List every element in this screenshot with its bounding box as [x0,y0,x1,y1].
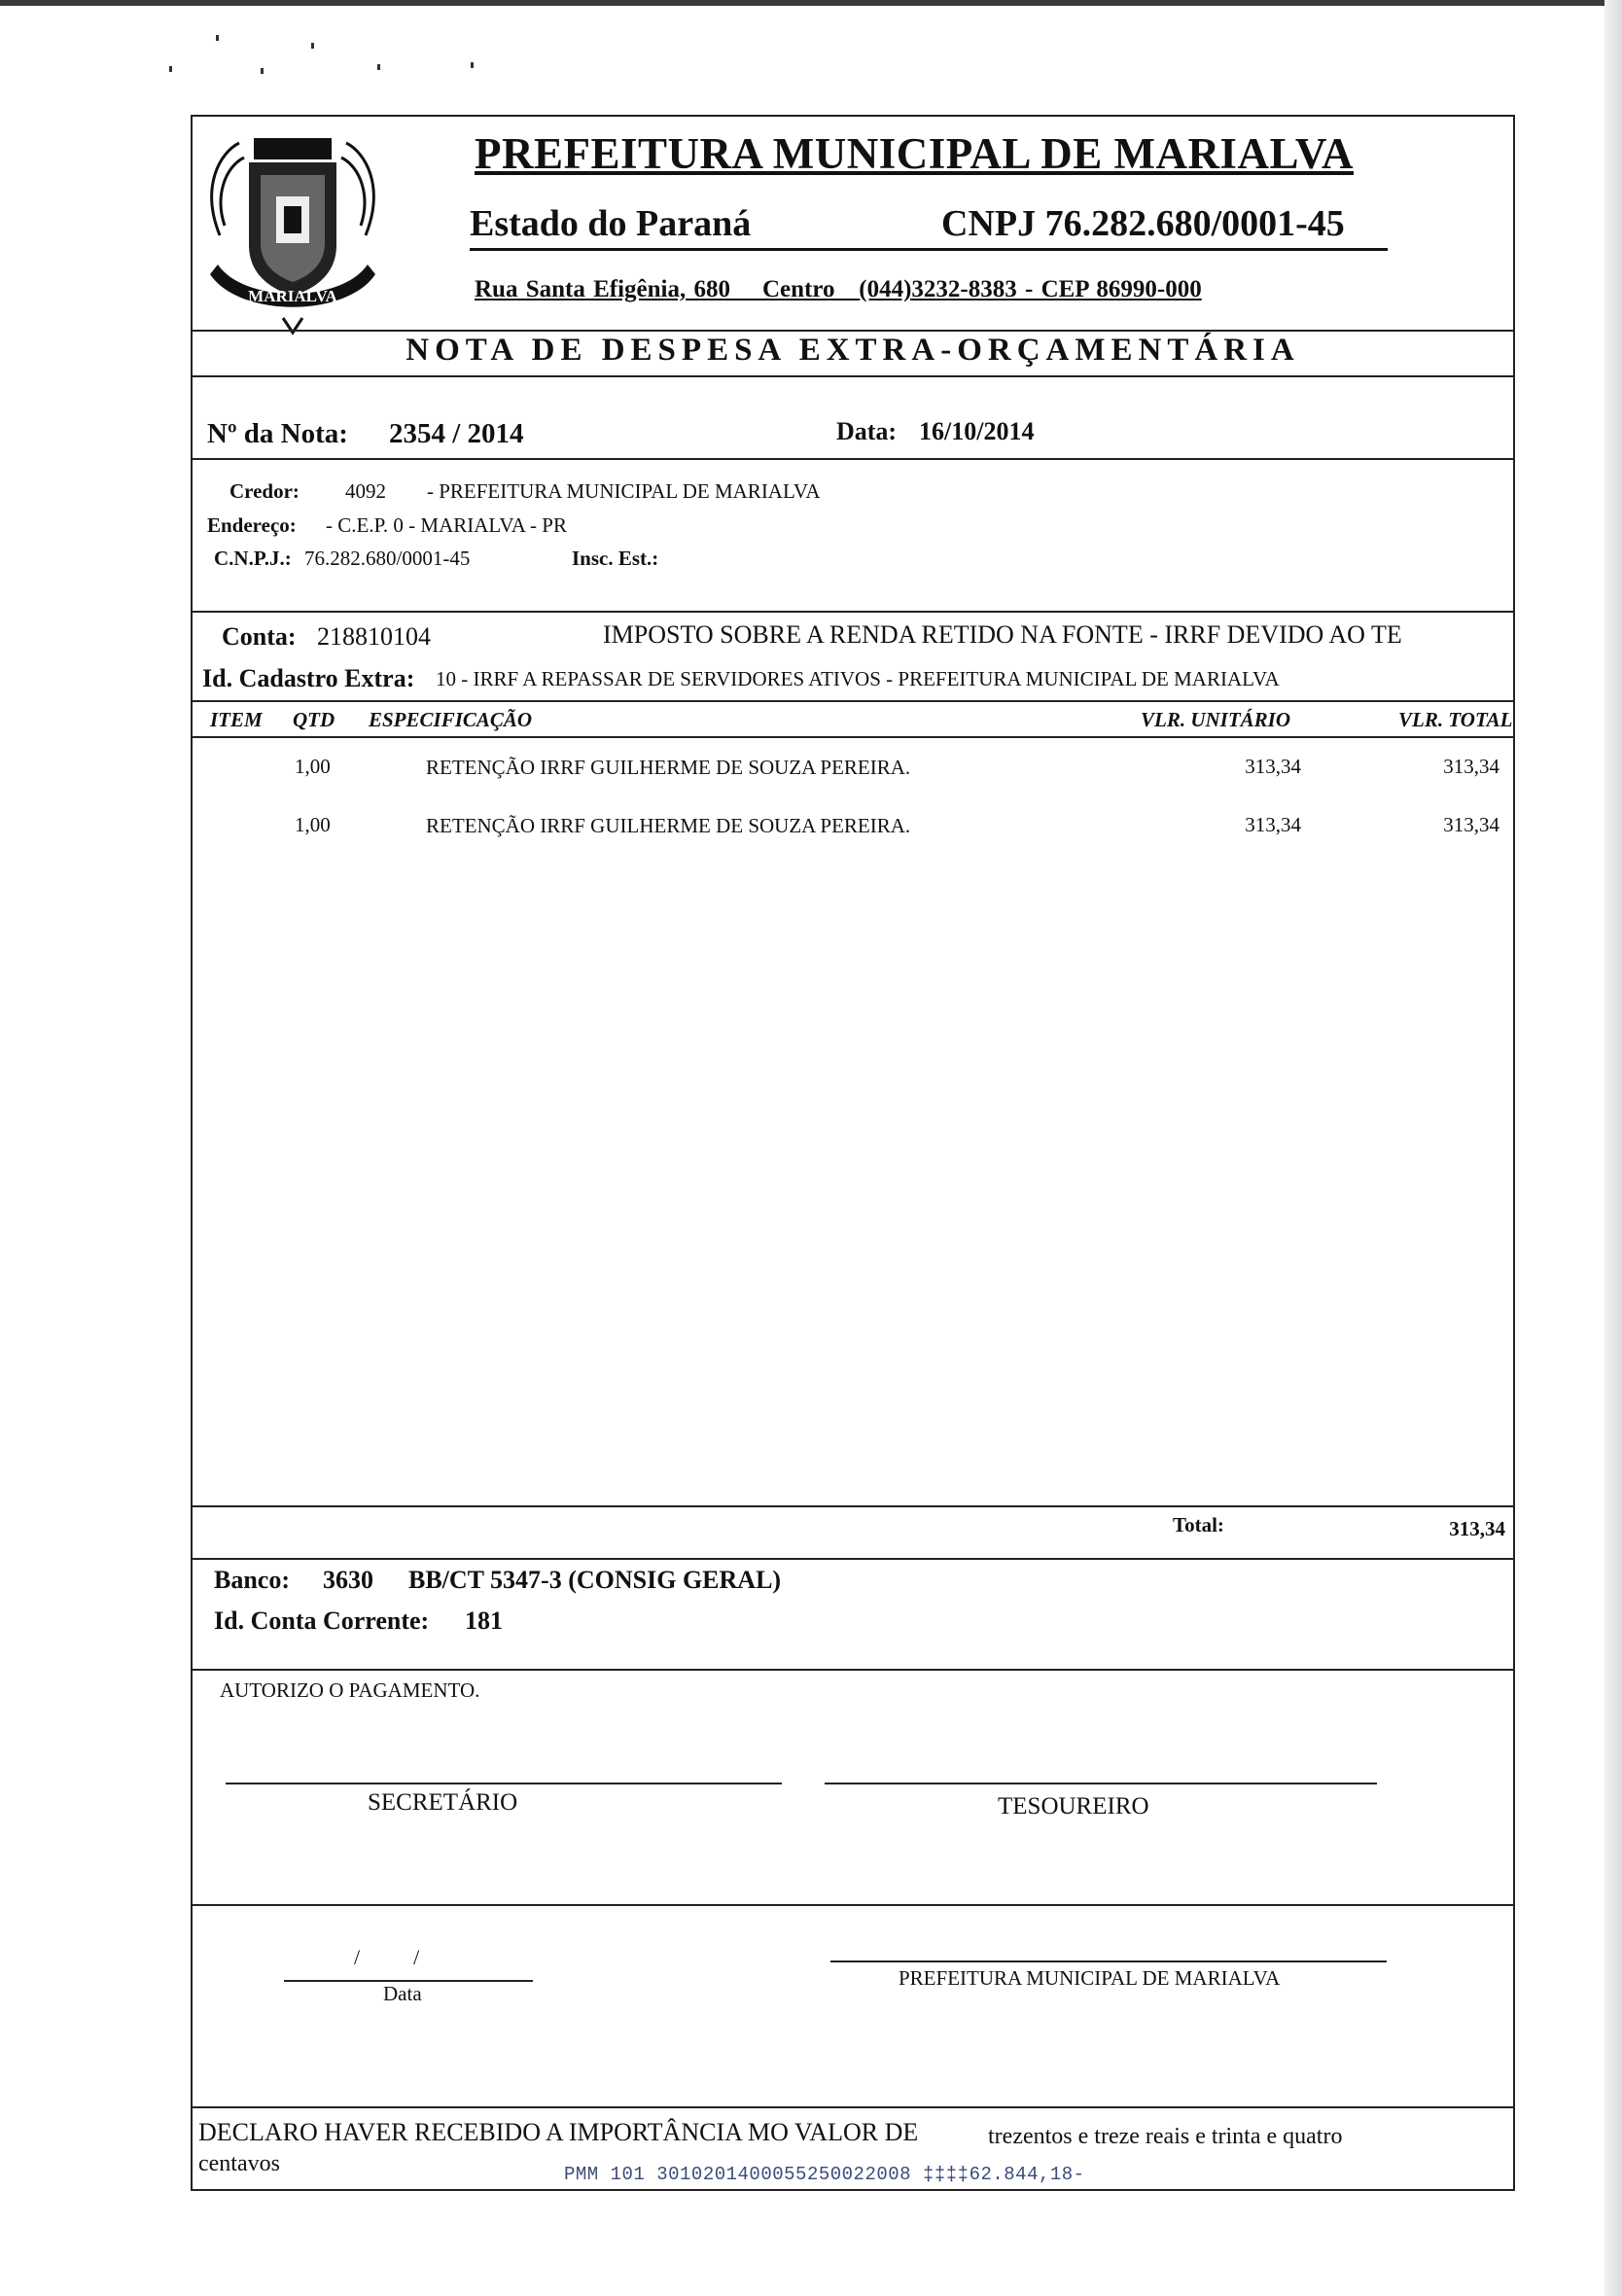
tesoureiro-signature-line [825,1783,1377,1784]
divider [193,458,1513,460]
conta-value: 218810104 [317,622,431,651]
row-spec: RETENÇÃO IRRF GUILHERME DE SOUZA PEREIRA. [426,814,911,837]
divider [193,611,1513,613]
col-header-unit: VLR. UNITÁRIO [1141,708,1291,731]
page-title: PREFEITURA MUNICIPAL DE MARIALVA [475,129,1355,178]
col-header-total: VLR. TOTAL [1398,708,1513,731]
conta-description: IMPOSTO SOBRE A RENDA RETIDO NA FONTE - IRRF DEVIDO AO TE [603,620,1402,649]
date-value: 16/10/2014 [919,417,1035,445]
bank-authentication-stamp: PMM 101 3010201400055250022008 ‡‡‡‡62.844,18- [564,2164,1085,2185]
address-label: Endereço: [207,513,297,537]
date-caption: Data [383,1982,422,2005]
divider [193,1558,1513,1560]
authorization-text: AUTORIZO O PAGAMENTO. [220,1678,480,1702]
total-value: 313,34 [1449,1517,1505,1540]
municipal-crest-icon [200,128,385,337]
conta-label: Conta: [222,622,297,651]
scan-edge-right [1604,0,1622,2296]
header-address [475,276,1202,303]
expense-note-document [191,115,1515,2191]
banco-label: Banco: [214,1566,290,1594]
nota-number: 2354 / 2014 [389,418,524,449]
divider [193,375,1513,377]
credor-code: 4092 [345,479,386,503]
row-unit: 313,34 [1245,755,1301,778]
header-street: Rua Santa Efigênia, 680 [475,276,730,302]
row-spec: RETENÇÃO IRRF GUILHERME DE SOUZA PEREIRA. [426,756,911,779]
scan-specks [165,29,496,88]
divider [193,736,1513,738]
svg-text:MARIALVA: MARIALVA [248,287,337,305]
col-header-spec: ESPECIFICAÇÃO [369,708,533,731]
divider [193,1669,1513,1671]
nota-label: Nº da Nota: [207,418,348,449]
row-qtd: 1,00 [295,755,331,778]
secretario-label: SECRETÁRIO [368,1789,518,1816]
cadastro-label: Id. Cadastro Extra: [202,664,415,692]
secretario-signature-line [226,1783,782,1784]
row-total: 313,34 [1443,813,1499,836]
banco-name: BB/CT 5347-3 (CONSIG GERAL) [408,1566,782,1594]
amount-words: trezentos e treze reais e trinta e quatro [988,2124,1343,2149]
header-cnpj: CNPJ 76.282.680/0001-45 [941,203,1345,244]
banco-code: 3630 [323,1566,373,1594]
header-phone-cep: (044)3232-8383 - CEP 86990-000 [859,276,1202,302]
credor-name: - PREFEITURA MUNICIPAL DE MARIALVA [427,479,821,503]
org-signature-line [830,1960,1387,1962]
header-state: Estado do Paraná [470,203,752,244]
amount-words-cont: centavos [198,2151,280,2176]
declaration-text: DECLARO HAVER RECEBIDO A IMPORTÂNCIA MO VALOR DE [198,2118,919,2146]
credor-label: Credor: [229,479,300,503]
date-slashes: / / [354,1945,420,1969]
header-district: Centro [761,276,835,302]
row-unit: 313,34 [1245,813,1301,836]
org-signature-label: PREFEITURA MUNICIPAL DE MARIALVA [899,1966,1281,1990]
col-header-item: ITEM [210,708,263,731]
conta-corrente-value: 181 [465,1607,503,1635]
cnpj-value: 76.282.680/0001-45 [304,547,471,570]
divider [193,2106,1513,2108]
divider [193,330,1513,332]
date-label: Data: [836,417,898,445]
insc-est-label: Insc. Est.: [572,547,659,570]
row-qtd: 1,00 [295,813,331,836]
cnpj-label: C.N.P.J.: [214,547,292,570]
tesoureiro-label: TESOUREIRO [998,1793,1149,1819]
conta-corrente-label: Id. Conta Corrente: [214,1607,430,1635]
scan-edge-top [0,0,1622,6]
address-value: - C.E.P. 0 - MARIALVA - PR [326,513,567,537]
document-type-heading: NOTA DE DESPESA EXTRA-ORÇAMENTÁRIA [406,333,1300,368]
col-header-qtd: QTD [293,708,335,731]
divider [193,700,1513,702]
header-underline [470,248,1388,251]
cadastro-value: 10 - IRRF A REPASSAR DE SERVIDORES ATIVOS - PREFEITURA MUNICIPAL DE MARIALVA [436,667,1280,690]
divider [193,1505,1513,1507]
row-total: 313,34 [1443,755,1499,778]
total-label: Total: [1173,1513,1224,1537]
divider [193,1904,1513,1906]
